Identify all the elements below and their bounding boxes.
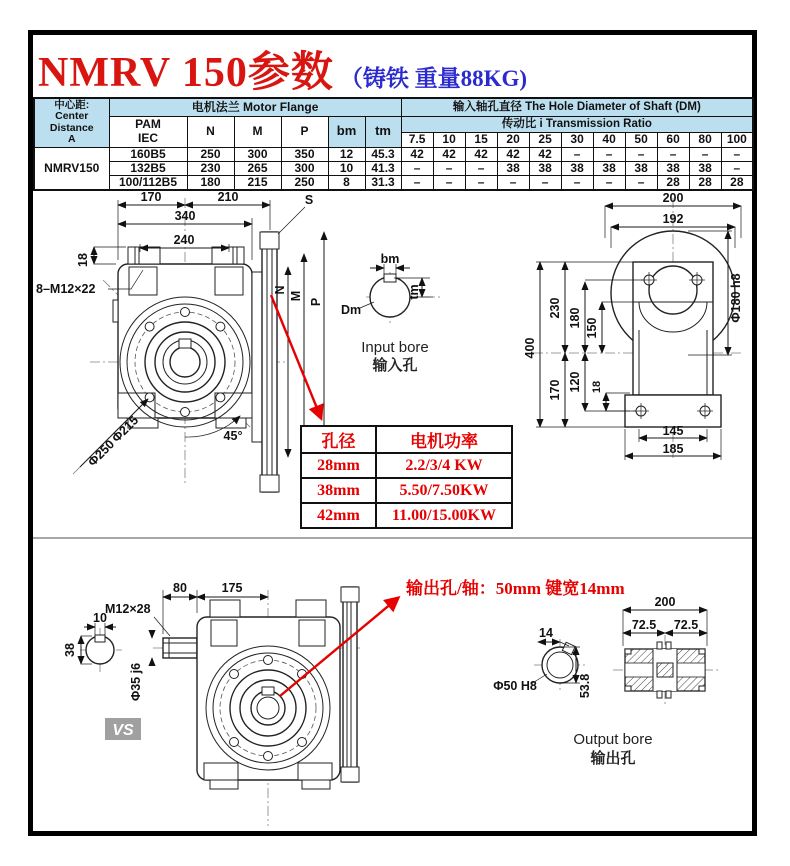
ratio-col: 100 — [721, 132, 753, 147]
power-cell: 42mm — [301, 503, 376, 528]
cell: 100/112B5 — [109, 175, 187, 190]
cell: – — [625, 147, 657, 161]
label-bolts: 8–M12×22 — [36, 282, 96, 296]
cell: – — [625, 175, 657, 190]
dim-38: 38 — [63, 643, 77, 657]
page-subtitle: （铸铁 重量88KG) — [339, 66, 528, 91]
cell: – — [561, 175, 593, 190]
bottom-drawing — [28, 540, 758, 830]
dim-180: 180 — [568, 307, 582, 329]
pam-iec-header — [109, 116, 187, 147]
dim-340: 340 — [174, 209, 196, 223]
cell: – — [497, 175, 529, 190]
label-m12x28: M12×28 — [105, 602, 151, 616]
cell: 28 — [689, 175, 721, 190]
shaft-end-detail — [63, 611, 122, 672]
power-cell: 28mm — [301, 453, 376, 478]
center-distance-cn: 中心距: — [54, 98, 90, 111]
dim-50h8: Φ50 H8 — [493, 679, 537, 693]
col-m: M — [234, 116, 281, 147]
cell: – — [561, 147, 593, 161]
cell: 300 — [281, 161, 328, 175]
cell: – — [401, 161, 433, 175]
cell: 230 — [187, 161, 234, 175]
cell: 160B5 — [109, 147, 187, 161]
motor-flange-header: 电机法兰 Motor Flange — [109, 98, 401, 116]
col-n: N — [187, 116, 234, 147]
shaft-diameter-header: 输入轴孔直径 The Hole Diameter of Shaft (DM) — [401, 98, 753, 116]
cell: 300 — [234, 147, 281, 161]
cell: 38 — [561, 161, 593, 175]
sheet-frame — [28, 30, 757, 836]
dim-14: 14 — [539, 626, 553, 640]
cell: – — [433, 161, 465, 175]
output-bore-label-en: Output bore — [573, 731, 653, 748]
cell: – — [721, 161, 753, 175]
cell: – — [689, 147, 721, 161]
col-p: P — [281, 116, 328, 147]
dim-400: 400 — [523, 337, 537, 359]
output-front-view — [105, 578, 625, 826]
dim-120: 120 — [568, 371, 582, 393]
cell: 180 — [187, 175, 234, 190]
cell: 42 — [465, 147, 497, 161]
dim-250: Φ250 — [85, 437, 118, 470]
ratio-col: 40 — [593, 132, 625, 147]
red-arrow-to-power-table — [271, 295, 321, 418]
ratio-col: 80 — [689, 132, 721, 147]
cell: 42 — [433, 147, 465, 161]
cell: 28 — [721, 175, 753, 190]
input-bore-label-en: Input bore — [361, 339, 429, 356]
input-bore-label-cn: 输入孔 — [372, 357, 418, 374]
cell: 42 — [401, 147, 433, 161]
dim-m: M — [289, 290, 303, 302]
dim-200: 200 — [662, 191, 684, 205]
side-view-drawing — [523, 191, 743, 460]
ratio-col: 60 — [657, 132, 689, 147]
cell: 38 — [689, 161, 721, 175]
motor-power-table — [300, 425, 513, 529]
cell: 38 — [625, 161, 657, 175]
cell: 38 — [657, 161, 689, 175]
dim-150: 150 — [585, 317, 599, 339]
cell: 8 — [328, 175, 365, 190]
transmission-ratio-header: 传动比 i Transmission Ratio — [401, 116, 753, 132]
dim-185: 185 — [662, 442, 684, 456]
power-cell: 11.00/15.00KW — [376, 503, 512, 528]
dim-p: P — [309, 297, 323, 307]
ratio-col: 50 — [625, 132, 657, 147]
dim-72-5-right: 72.5 — [673, 618, 699, 632]
cell: 250 — [281, 175, 328, 190]
cell: 28 — [657, 175, 689, 190]
cell: – — [657, 147, 689, 161]
dim-215: Φ215 — [109, 413, 142, 446]
cell: 265 — [234, 161, 281, 175]
output-hub-section — [613, 595, 718, 705]
power-col-bore: 孔径 — [301, 426, 376, 453]
power-cell: 5.50/7.50KW — [376, 478, 512, 503]
center-distance-header — [34, 98, 109, 147]
output-bore-detail — [493, 626, 592, 698]
col-tm: tm — [365, 116, 401, 147]
cell: – — [721, 147, 753, 161]
dim-175: 175 — [221, 581, 243, 595]
dim-170: 170 — [140, 190, 162, 204]
section-divider — [33, 537, 752, 539]
cell: 45.3 — [365, 147, 401, 161]
cell: – — [593, 147, 625, 161]
center-distance-en: Center Distance — [49, 110, 94, 134]
cell: – — [433, 175, 465, 190]
dim-n: N — [273, 285, 287, 295]
ratio-col: 20 — [497, 132, 529, 147]
table-row — [34, 161, 753, 175]
label-s: S — [304, 193, 314, 207]
dim-35j6: Φ35 j6 — [129, 662, 143, 702]
dim-53-8: 53.8 — [578, 673, 592, 699]
cell: 38 — [529, 161, 561, 175]
model-cell: NMRV150 — [34, 147, 109, 190]
output-annotation: 输出孔/轴：50mm 键宽14mm — [406, 579, 625, 598]
cell: 132B5 — [109, 161, 187, 175]
table-row — [34, 175, 753, 190]
dim-80: 80 — [173, 581, 187, 595]
iec-label: IEC — [137, 130, 158, 145]
table-row — [34, 147, 753, 161]
cell: – — [465, 175, 497, 190]
cell: 42 — [529, 147, 561, 161]
page-title: NMRV 150参数 — [38, 50, 334, 96]
cell: – — [465, 161, 497, 175]
title-row — [38, 39, 527, 99]
pam-label: PAM — [135, 117, 161, 132]
dim-180h8: Φ180 h8 — [729, 273, 743, 323]
dim-145: 145 — [662, 424, 684, 438]
dim-210: 210 — [217, 190, 239, 204]
dim-tm: tm — [407, 284, 421, 300]
front-view-drawing — [36, 190, 324, 492]
ratio-col: 30 — [561, 132, 593, 147]
cell: – — [401, 175, 433, 190]
dim-bm: bm — [380, 252, 400, 266]
power-cell: 2.2/3/4 KW — [376, 453, 512, 478]
dim-45deg: 45° — [223, 429, 243, 443]
input-bore-drawing — [341, 252, 440, 374]
cell: 41.3 — [365, 161, 401, 175]
dim-230: 230 — [548, 297, 562, 319]
cell: 31.3 — [365, 175, 401, 190]
dim-192: 192 — [662, 212, 684, 226]
cell: – — [529, 175, 561, 190]
cell: 215 — [234, 175, 281, 190]
label-dm: Dm — [341, 303, 362, 317]
cell: 38 — [497, 161, 529, 175]
cell: 350 — [281, 147, 328, 161]
cell: 10 — [328, 161, 365, 175]
dim-170: 170 — [548, 379, 562, 401]
power-col-power: 电机功率 — [376, 426, 512, 453]
center-distance-a: A — [67, 133, 76, 146]
dim-72-5-left: 72.5 — [631, 618, 657, 632]
ratio-col: 7.5 — [401, 132, 433, 147]
ratio-col: 15 — [465, 132, 497, 147]
col-bm: bm — [328, 116, 365, 147]
dim-10: 10 — [93, 611, 107, 625]
cell: 12 — [328, 147, 365, 161]
power-cell: 38mm — [301, 478, 376, 503]
spec-table — [33, 97, 754, 191]
dim-18: 18 — [591, 380, 603, 394]
ratio-col: 25 — [529, 132, 561, 147]
ratio-col: 10 — [433, 132, 465, 147]
dim-240: 240 — [173, 233, 195, 247]
cell: 42 — [497, 147, 529, 161]
cell: 250 — [187, 147, 234, 161]
cell: – — [593, 175, 625, 190]
vs-watermark: VS — [112, 722, 134, 739]
cell: 38 — [593, 161, 625, 175]
output-bore-label-cn: 输出孔 — [590, 750, 636, 767]
dim-18: 18 — [76, 253, 90, 267]
dim-200: 200 — [654, 595, 676, 609]
